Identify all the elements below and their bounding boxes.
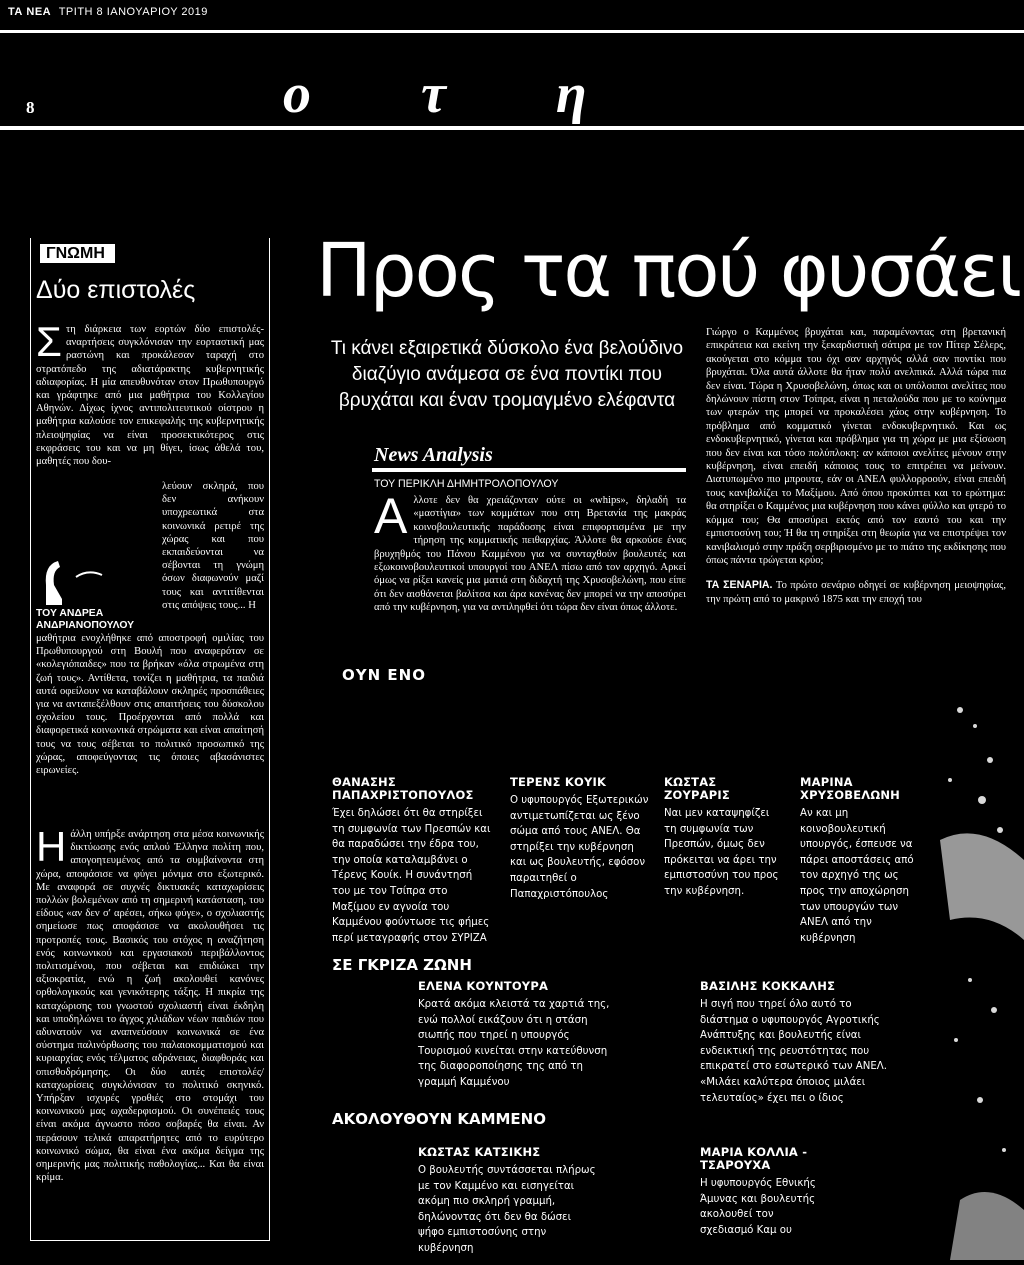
person-card (664, 776, 784, 900)
opinion-paragraph-2 (36, 823, 264, 1184)
grey-zone-heading: ΣΕ ΓΚΡΙΖΑ ΖΩΝΗ (332, 956, 472, 974)
person-name: ΤΕΡΕΝΣ ΚΟΥΙΚ (510, 775, 607, 789)
author-portrait-icon (36, 555, 126, 605)
opinion-paragraph-1c: μαθήτρια ενοχλήθηκε από αποστροφή ομιλίας του Πρωθυπουργού στη Βουλή που αναφερόταν σε «κολεγιόπαιδες» που τα βρήκαν «όλα στρωμένα στη ζωή τους». Αντίθετα, τονίζει η μαθήτρια, τα παιδιά αυτά οφείλουν να καταβάλουν σκληρές προσπάθειες για να ανταπεξέλθουν στις απαιτήσεις του δύσκολου σχολείου τους. Προέρχονται από πολλά και διαφορετικά κοινωνικά στρώματα και είναι απαίτησή τους να τους σέβεται το πολιτικό προσωπικό της χώρας, αποφεύγοντας τις όποιες αβασάνιστες ειρωνείες. (36, 633, 264, 777)
person-card (700, 980, 900, 1106)
masthead-paper: ΤΑ ΝΕΑ (8, 6, 52, 18)
opinion-tag: ΓΝΩΜΗ (34, 244, 115, 263)
person-name: ΕΛΕΝΑ ΚΟΥΝΤΟΥΡΑ (418, 979, 549, 993)
halftone-figure-icon (920, 680, 1024, 1260)
masthead-rule (0, 30, 1024, 33)
article-text-2: Γιώργο ο Καμμένος βρυχάται και, παραμένοντας στη βρετανική επικράτεια και εκείνη την ξεκαρδιστική σάτιρα με τον Πίτερ Σέλερς, ακούγεται στο κόμμα του όχι σαν αρχηγός αλλά σαν ποντίκι που βρυχάται. Όλα αυτά άλλοτε θα ήταν πολύ ανελπικά. Αλλά τώρα πια δεν είναι. Τώρα η Χρυσοβελώνη, όπως και οι υπόλοιποι ανελίτες που δηλώνουν πίστη στον Τσίπρα, είναι η πεταλούδα που με το κούνημα των φτερών της μπορεί να προκαλέσει χάος στην κυβέρνηση. Το πρόβλημα από κομματικό γίνεται ενδοκυβερνητικό. Και ως ενδοκυβερνητικό, γίνεται και πρόβλημα για τη χώρα με μια εξίσωση που δεν είναι και τόσο πολύπλοκη: αν κάποιοι ανελίτες μένουν στην κυβέρνηση, είναι επειδή κάποιος τους το επιτρέπει να μείνουν. Διατυπωμένο πιο μπρουτα, εάν οι ΑΝΕΛ φυλλορροούν, είναι επειδή τους κανιβαλίζει το Μαξίμου. Από όπου προκύπτει και το ερώτημα: θα στηρίξει ο Καμμένος μια κυβέρνηση που κάνει φύλλο και φτερό το κόμμα του; Θα αποσύρει εκτός από τον εαυτό του και την εμπιστοσύνη του; Ή θα τη στηρίξει στη θεωρία για να επιστρέψει τον κανιβαλισμό στην πράξη σερβιρισμένο με το πιάτο της εκδίκησης που όπως πάντα τρώγεται κρύο; (706, 327, 1006, 566)
article-text-col-1 (374, 488, 686, 615)
follow-heading-top (342, 666, 426, 684)
article-byline: ΤΟΥ ΠΕΡΙΚΛΗ ΔΗΜΗΤΡΟΛΟΠΟΥΛΟΥ (374, 478, 559, 490)
person-text: Η υφυπουργός Εθνικής Άμυνας και βουλευτής ακολουθεί τον σχεδιασμό Καμ ου (700, 1178, 816, 1236)
opinion-para1-text: τη διάρκεια των εορτών δύο επιστολές-αναρτήσεις συγκλόνισαν την εορταστική μας ραστώνη και προκάλεσαν ταραχή στο στρατόπεδο της αδιατάρακτης κυβερνητικής αδιαφορίας. Η μία απευθυνόταν στον Πρωθυπουργό και γράφτηκε από μια μαθήτρια του Κολλεγίου Αθηνών. Δίχως ίχνος αντιπολιτευτικού οίστρου η μαθήτρια καλούσε τον επικεφαλής της κυβερνητικής πλειοψηφίας να είναι προσεκτικότερος στις εκφράσεις του και να μη θίγει, ίσως άθελά του, μαθητές που δου- (36, 324, 264, 468)
article-text-col-2 (706, 326, 1006, 606)
person-card (332, 776, 492, 946)
masthead (0, 0, 1024, 30)
news-analysis-label: News Analysis (374, 444, 493, 466)
person-text: Έχει δηλώσει ότι θα στηρίξει τη συμφωνία των Πρεσπών και θα παραδώσει την έδρα του, την οποία καταλαμβάνει ο Τέρενς Κουίκ. Η συνάντησή του με τον Τσίπρα στο Μαξίμου εν αγνοία του Καμμένου φούντωσε τις φήμες περί μεταγραφής στον ΣΥΡΙΖΑ (332, 808, 491, 944)
opinion-dropcap-2: Η (36, 823, 67, 870)
article-headline: Προς τα πού φυσάει (316, 228, 1021, 314)
article-dropcap: Α (374, 488, 408, 544)
person-name: ΘΑΝΑΣΗΣ ΠΑΠΑΧΡΙΣΤΟΠΟΥΛΟΣ (332, 775, 474, 802)
scenario-text: Το πρώτο σενάριο οδηγεί σε κυβέρνηση μειοψηφίας, την πρώτη από το μακρινό 1875 και την εποχή του (706, 580, 1006, 605)
scenario-paragraph (706, 579, 1006, 606)
person-card (418, 1146, 598, 1257)
person-name: ΚΩΣΤΑΣ ΚΑΤΣΙΚΗΣ (418, 1145, 541, 1159)
person-text: Ο υφυπουργός Εξωτερικών αντιμετωπίζεται ως ξένο σώμα από τους ΑΝΕΛ. Θα στηρίξει την κυβέρνηση και ως βουλευτής, εφόσον παραιτηθεί ο Παπαχριστόπουλος (510, 795, 649, 900)
person-name: ΜΑΡΙΝΑ ΧΡΥΣΟΒΕΛΩΝΗ (800, 775, 901, 802)
opinion-paragraph-1b: λεύουν σκληρά, που δεν ανήκουν υποχρεωτικά στα κοινωνικά ρετιρέ της χώρας και που εκπαιδεύονται να σέβονται τη γνώμη όσων διαφωνούν μαζί τους και αντιτίθενται στις απόψεις τους... Η (162, 481, 264, 611)
page-number: 8 (26, 98, 35, 117)
opinion-title: Δύο επιστολές (36, 276, 196, 304)
masthead-date: ΤΡΙΤΗ 8 ΙΑΝΟΥΑΡΙΟΥ 2019 (58, 6, 208, 18)
news-analysis-rule (372, 468, 686, 472)
section-title: ο τ η (283, 63, 635, 125)
person-name: ΒΑΣΙΛΗΣ ΚΟΚΚΑΛΗΣ (700, 979, 836, 993)
person-text: Ο βουλευτής συντάσσεται πλήρως με τον Καμμένο και εισηγείται ακόμη πιο σκληρή γραμμή, δηλώνοντας ότι δεν θα δώσει ψήφο εμπιστοσύνης στην κυβέρνηση (418, 1165, 596, 1254)
person-text: Αν και μη κοινοβουλευτική υπουργός, έσπευσε να πάρει αποστάσεις από τον αρχηγό της ως προς την αποχώρηση των υπουργών των ΑΝΕΛ από την κυβέρνηση (800, 808, 914, 944)
opinion-paragraph-1 (36, 318, 264, 468)
follow-heading-top-text: ΟΥΝ ΕΝΟ (342, 666, 426, 684)
opinion-dropcap-1: Σ (36, 318, 62, 365)
article-text-1: λλοτε δεν θα χρειάζονταν ούτε οι «whips», δηλαδή τα «μαστίγια» των κομμάτων που στη Βρετανία της μακράς κοινοβουλευτικής παράδοσης είναι επιφορτισμένα με την τήρηση της κομματικής πειθαρχίας. Άλλοτε θα αρκούσε ένας βρυχηθμός του Πάνου Καμμένου για να συνταχθούν βουλευτές και εξωκοινοβουλευτικοί υπουργοί του ΑΝΕΛ πίσω από τον αρχηγό. Αρκεί όμως να ρίξει κανείς μια ματιά στη διδαχτή της Χρυσοβελώνη, που είπε ότι δεν αισθάνεται βαλίτσα και άρα κανένας δεν μπορεί να την αποσύρει από την κυβέρνηση, για να αντιληφθεί ότι τώρα δεν είναι όπως άλλοτε. (374, 495, 686, 614)
person-card (800, 776, 920, 946)
section-rule (0, 126, 1024, 130)
person-name: ΚΩΣΤΑΣ ΖΟΥΡΑΡΙΣ (664, 775, 730, 802)
follow-heading: ΑΚΟΛΟΥΘΟΥΝ ΚΑΜΜΕΝΟ (332, 1110, 546, 1128)
article-deck: Τι κάνει εξαιρετικά δύσκολο ένα βελούδινο διαζύγιο ανάμεσα σε ένα ποντίκι που βρυχάται και έναν τρομαγμένο ελέφαντα (330, 338, 684, 411)
person-card (700, 1146, 820, 1238)
person-text: Κρατά ακόμα κλειστά τα χαρτιά της, ενώ πολλοί εικάζουν ότι η στάση σιωπής που τηρεί η υπουργός Τουρισμού κινείται στην κατεύθυνση της διαφοροποίησης της από τη γραμμή Καμμένου (418, 999, 610, 1088)
person-text: Ναι μεν καταψηφίζει τη συμφωνία των Πρεσπών, όμως δεν πρόκειται να άρει την εμπιστοσύνη του προς την κυβέρνηση. (664, 808, 779, 897)
opinion-byline: ΤΟΥ ΑΝΔΡΕΑ ΑΝΔΡΙΑΝΟΠΟΥΛΟΥ (36, 608, 135, 631)
person-text: Η σιγή που τηρεί όλο αυτό το διάστημα ο υφυπουργός Αγροτικής Ανάπτυξης και βουλευτής είναι ενδεικτική της ρευστότητας που επικρατεί στο εσωτερικό των ΑΝΕΛ. «Μιλάει καλύτερα όποιος μιλάει τελευταίος» έχει πει ο ίδιος (700, 999, 888, 1104)
opinion-para2-text: άλλη υπήρξε ανάρτηση στα μέσα κοινωνικής δικτύωσης ενός απλού Έλληνα πολίτη που, απογοητευμένος από τα συμβαίνοντα στη χώρα, αποφάσισε να φύγει μόνιμα στο εξωτερικό. Με αναφορά σε συχνές δικτυακές καταχωρίσεις πολλών βολεμένων από τη σημερινή κατάσταση, του είδους «αν δεν σ' αρέσει, σήκω φύγε», ο σχολιαστής σημείωσε πως αποφάσισε να ακολουθήσει τις προτροπές τους. Βασικός του στόχος η αναζήτηση ενός κοινωνικού και εργασιακού περιβάλλοντος πολιτισμένου, που σέβεται και επιδιώκει την αξιοκρατία, ενώ η ζωή ακολουθεί κανόνες ορθολογικούς και γενικότερης τάξης. Η πικρία της καταχώρισης του γνωστού σχολιαστή είναι έκδηλη και υποδηλώνει το άγχος χιλιάδων νέων παιδιών που αδυνατούν να αναπνεύσουν κοινωνικά σε ένα σύστημα παλινόρθωσης του παλαιοκομματισμού και κυριαρχίας ενός τέλματος αδράνειας, διαφθοράς και οπισθοδρόμησης. Οι δύο αυτές επιστολές/καταχωρίσεις συγκλόνισαν το πολιτικό σκηνικό. Υπήρξαν ισχυρές γροθιές στο στομάχι του κοινωνικού μας ωχαδερφισμού. Οι συνέπειές τους είναι ακόμα άγνωστο πόσο σοβαρές θα είναι. Αν περάσουν τελικά απαρατήρητες από το ευρύτερο κοινωνικό σώμα, θα είναι ένα ακόμα δείγμα της σημερινής μας πολιτικής παθολογίας... Και θα είναι κρίμα. (36, 829, 264, 1184)
person-card (510, 776, 650, 902)
person-card (418, 980, 618, 1091)
person-name: ΜΑΡΙΑ ΚΟΛΛΙΑ - ΤΣΑΡΟΥΧΑ (700, 1145, 808, 1172)
scenario-label: ΤΑ ΣΕΝΑΡΙΑ. (706, 579, 773, 592)
